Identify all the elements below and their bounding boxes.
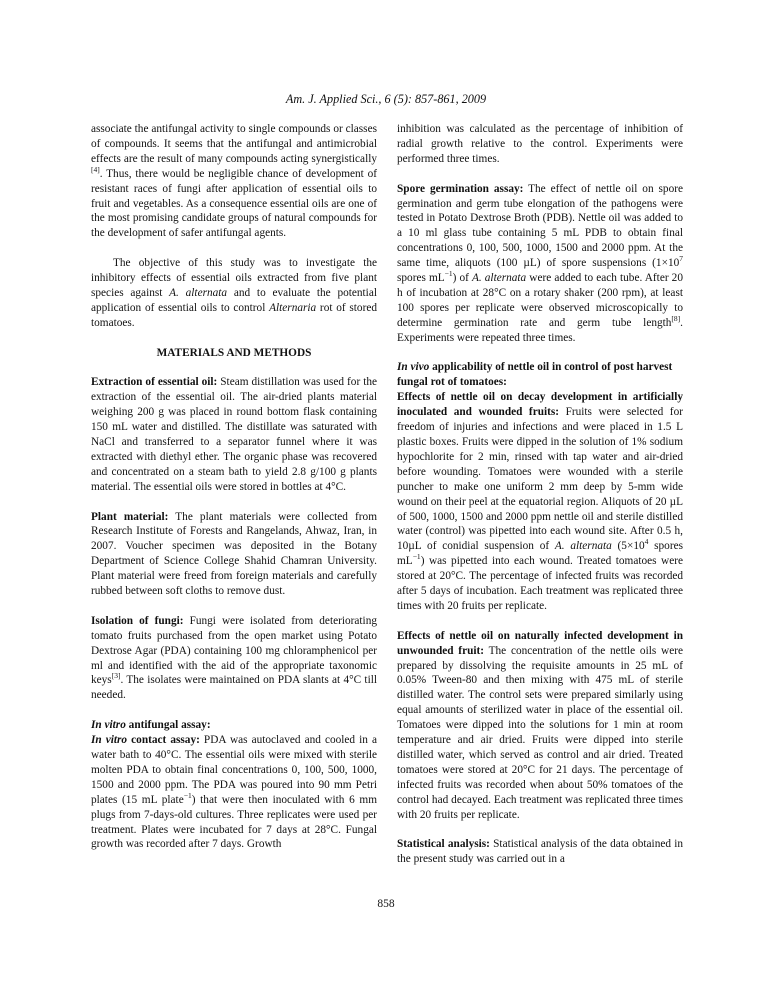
paragraph-extraction: Extraction of essential oil: Steam distillation was used for the extraction of the essential oil. The air-dried plants material weighing 200 g was placed in round bottom flask containing 150 mL water and distilled. The distillate was saturated with NaCl and transferred to a separator funnel where it was extracted with diethyl ether. The organic phase was recovered and concentrated on a steam bath to yield 2.8 g/100 g plants material. The essential oils were stored in bottles at 4°C. bbox=[91, 376, 377, 493]
paragraph-objective: The objective of this study was to investigate the inhibitory effects of essential oils extracted from five plant species against A. alternata and to evaluate the potential application of essential oils to control Alternaria rot of stored tomatoes. bbox=[91, 257, 377, 329]
left-column bbox=[91, 122, 377, 867]
running-header: Am. J. Applied Sci., 6 (5): 857-861, 2009 bbox=[285, 92, 487, 106]
subheading-invitro: In vitro antifungal assay: bbox=[91, 719, 211, 732]
paragraph-growth-inhibition: inhibition was calculated as the percentage of inhibition of radial growth relative to the control. Experiments were performed three times. bbox=[397, 123, 683, 165]
paragraph-isolation: Isolation of fungi: Fungi were isolated from deteriorating tomato fruits purchased from the open market using Potato Dextrose Agar (PDA) containing 100 mg chloramphenicol per ml and identified with the aid of the appropriate taxonomic keys[3]. The isolates were maintained on PDA slants at 4°C till needed. bbox=[91, 614, 377, 702]
page-number: 858 bbox=[377, 898, 395, 910]
paragraph-intro-continued: associate the antifungal activity to single compounds or classes of compounds. It seems that the antifungal and antimicrobial effects are the result of many compounds acting synergistically [4]. Thus, there would be negligible chance of development of resistant races of fungi after application of essential oils to fruit and vegetables. As a consequence essential oils are one of the most promising candidate groups of natural compounds for the development of safer antifungal agents. bbox=[91, 123, 377, 240]
paragraph-plant-material: Plant material: The plant materials were collected from Research Institute of Forests and Rangelands, Ahwaz, Iran, in 2007. Voucher specimen was deposited in the Botany Department of Science College Shahid Chamran University. Plant material were freed from foreign materials and carefully rubbed between soft cloths to remove dust. bbox=[91, 510, 377, 598]
paragraph-spore-germination: Spore germination assay: The effect of nettle oil on spore germination and germ tube elongation of the pathogens were tested in Potato Dextrose Broth (PDB). Nettle oil was added to a 10 ml glass tube containing 5 mL PDB to obtain final concentrations 0, 100, 500, 1000, 1500 and 2000 ppm. At the same time, aliquots (100 µL) of spore suspensions ($1\times 10^7$ spores $mL^{-1}$) of A. alternata were added to each tube. After 20 h of incubation at 28°C on a rotary shaker (200 rpm), at least 100 spores per replicate were observed microscopically to determine germination rate and germ tube length[8]. Experiments were repeated three times. bbox=[397, 182, 683, 344]
paragraph-statistics: Statistical analysis: Statistical analysis of the data obtained in the present study was carried out in a bbox=[397, 838, 683, 866]
subheading-invivo: In vivo applicability of nettle oil in control of post harvest fungal rot of tomatoes: bbox=[397, 361, 673, 389]
section-title-methods: MATERIALS AND METHODS bbox=[156, 346, 312, 359]
paragraph-decay-development: Effects of nettle oil on decay development in artificially inoculated and wounded fruits: Fruits were selected for freedom of injuries and infections and were placed in 1.5 L plastic boxes. Fruits were dipped in the solution of 1% sodium hypochlorite for 2 min, rinsed with tap water and air-dried before wounding. Tomatoes were wounded with a sterile puncher to make one uniform 2 mm deep by 5-mm wide wound on their peel at the equatorial region. Aliquots of 20 µL of 500, 1000, 1500 and 2000 ppm nettle oil and sterile distilled water (control) was pipetted into each wound site. After 0.5 h, 10µL of conidial suspension of A. alternata ($5\times 10^4$ spores $mL^{-1}$) was pipetted into each wound. Treated tomatoes were stored at 20°C. The percentage of infected fruits was recorded after 5 days of incubation. Each treatment was replicated three times with 20 fruits per replicate. bbox=[397, 391, 683, 612]
paragraph-natural-infection: Effects of nettle oil on naturally infected development in unwounded fruit: The concentration of the nettle oils were prepared by dissolving the requisite amounts in 25 mL of 0.05% Tween-80 and then mixing with 475 mL of sterile distilled water. The control sets were prepared similarly using equal amounts of sterilized water in place of the essential oil. Tomatoes were dipped into the solutions for 1 min at room temperature and air dried. Fruits were dipped into sterile distilled water, which served as control and air dried. Treated tomatoes were stored at 20°C for 21 days. The percentage of infected fruits was recorded when about 50% tomatoes of the control had decayed. Each treatment was replicated three times with 20 fruits per replicate. bbox=[397, 629, 683, 821]
paragraph-contact-assay: In vitro contact assay: PDA was autoclaved and cooled in a water bath to 40°C. The essential oils were mixed with sterile molten PDA to obtain final concentrations 0, 100, 500, 1000, 1500 and 2000 ppm. The PDA was poured into 90 mm Petri plates (15 mL plate$^{-1}$) that were then inoculated with 6 mm plugs from 7-days-old cultures. Three replicates were used per treatment. Plates were incubated for 7 days at 28°C. Fungal growth was recorded after 7 days. Growth bbox=[91, 734, 378, 851]
right-column bbox=[397, 122, 683, 867]
